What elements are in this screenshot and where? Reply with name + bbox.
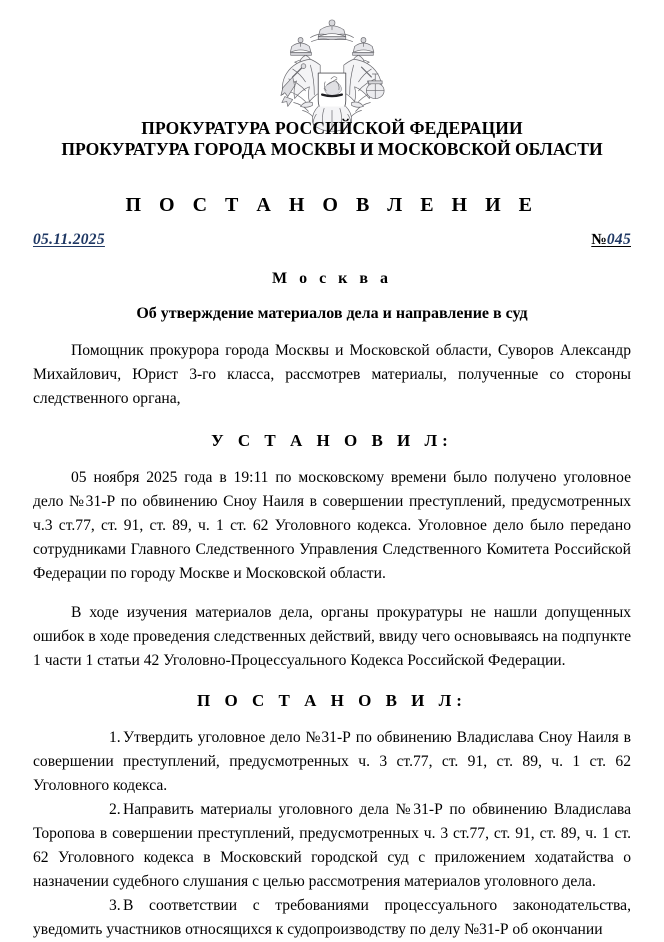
decided-item-number: 3. (109, 897, 121, 915)
decided-item-text: Утвердить уголовное дело №31-Р по обвинению Владислава Сноу Наиля в совершении преступлений, предусмотренных ч. 3 ст.77, ст. 91, ст. 89, ч. 1 ст. 62 Уголовного кодекса. (33, 729, 631, 795)
document-number (591, 231, 631, 249)
document-city: М о с к в а (271, 270, 393, 288)
decided-item-number: 1. (109, 729, 121, 747)
document-subject: Об утверждение материалов дела и направление в суд (136, 305, 528, 323)
number-value: 045 (606, 231, 631, 249)
organization-line-1: ПРОКУРАТУРА РОССИЙСКОЙ ФЕДЕРАЦИИ (141, 118, 523, 138)
decided-item-text: Направить материалы уголовного дела №31-Р по обвинению Владислава Торопова в совершении преступлений, предусмотренных ч. 3 ст.77, ст. 91, ст. 89, ч. 1 ст. 62 Уголовного кодекса в Московский городской суд с приложением ходатайства о назначении судебного слушания с целью рассмотрения материалов уголовного дела. (33, 801, 631, 891)
organization-line-2: ПРОКУРАТУРА ГОРОДА МОСКВЫ И МОСКОВСКОЙ ОБЛАСТИ (61, 139, 603, 159)
document-meta-row (33, 231, 631, 249)
document-title: П О С Т А Н О В Л Е Н И Е (125, 194, 539, 217)
decided-item-number: 2. (109, 801, 121, 819)
coat-of-arms-container (33, 0, 631, 116)
organization-header (33, 118, 631, 160)
number-sign: № (591, 231, 607, 249)
section-heading-established: У С Т А Н О В И Л: (211, 431, 453, 451)
established-paragraph-2: В ходе изучения материалов дела, органы прокуратуры не нашли допущенных ошибок в ходе проведения следственных действий, ввиду чего основываясь на подпункте 1 части 1 статьи 42 Уголовно-Процессуального Кодекса Российской Федерации. (33, 604, 631, 670)
decided-item (33, 798, 631, 894)
decided-item (33, 726, 631, 798)
preamble-paragraph: Помощник прокурора города Москвы и Московской области, Суворов Александр Михайлович, Юрист 3-го класса, рассмотрев материалы, полученные со стороны следственного органа, (33, 342, 631, 408)
decided-item (33, 894, 631, 942)
russian-coat-of-arms-icon (273, 16, 391, 132)
section-heading-decided: П О С Т А Н О В И Л: (197, 691, 467, 711)
decided-item-text: В соответствии с требованиями процессуального законодательства, уведомить участников относящихся к судопроизводству по делу №31-Р об окончании (33, 897, 631, 939)
established-paragraph-1: 05 ноября 2025 года в 19:11 по московскому времени было получено уголовное дело №31-Р по обвинению Сноу Наиля в совершении преступлений, предусмотренных ч.3 ст.77, ст. 91, ст. 89, ч. 1 ст. 62 Уголовного кодекса. Уголовное дело было передано сотрудниками Главного Следственного Управления Следственного Комитета Российской Федерации по городу Москве и Московской области. (33, 469, 631, 583)
document-date: 05.11.2025 (33, 231, 105, 249)
